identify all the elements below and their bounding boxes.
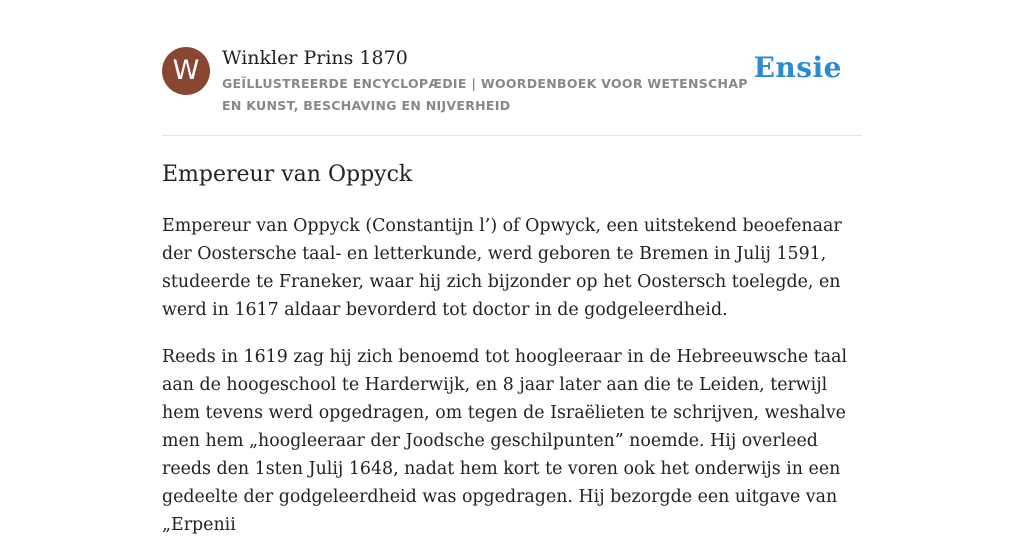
book-subtitle: GEÏLLUSTREERDE ENCYCLOPÆDIE | WOORDENBOEK VOOR WETENSCHAP EN KUNST, BESCHAVING EN NIJVERHEID	[222, 76, 748, 113]
entry-paragraph: Reeds in 1619 zag hij zich benoemd tot hoogleeraar in de Hebreeuwsche taal aan de hoogeschool te Harderwijk, en 8 jaar later aan die te Leiden, terwijl hem tevens werd opgedragen, om tegen de Israëlieten te schrijven, weshalve men hem „hoogleeraar der Joodsche geschilpunten” noemde. Hij overleed reeds den 1sten Julij 1648, nadat hem kort te voren ook het onderwijs in een gedeelte der godgeleerdheid was opgedragen. Hij bezorgde een uitgave van „Erpenii	[162, 347, 848, 535]
book-title[interactable]: Winkler Prins 1870	[222, 47, 408, 69]
entry-body	[162, 212, 862, 558]
entry-paragraph: Empereur van Oppyck (Constantijn l’) of Opwyck, een uitstekend beoefenaar der Oostersche taal- en letterkunde, werd geboren te Bremen in Julij 1591, studeerde te Franeker, waar hij zich bijzonder op het Oostersch toelegde, en werd in 1617 aldaar bevorderd tot doctor in de godgeleerdheid.	[162, 216, 842, 320]
book-avatar[interactable]: W	[162, 47, 210, 95]
header-divider	[162, 135, 862, 136]
ensie-logo[interactable]: Ensie	[753, 51, 842, 84]
book-header	[162, 47, 862, 117]
page-container	[162, 0, 862, 535]
entry-title: Empereur van Oppyck	[162, 162, 413, 187]
